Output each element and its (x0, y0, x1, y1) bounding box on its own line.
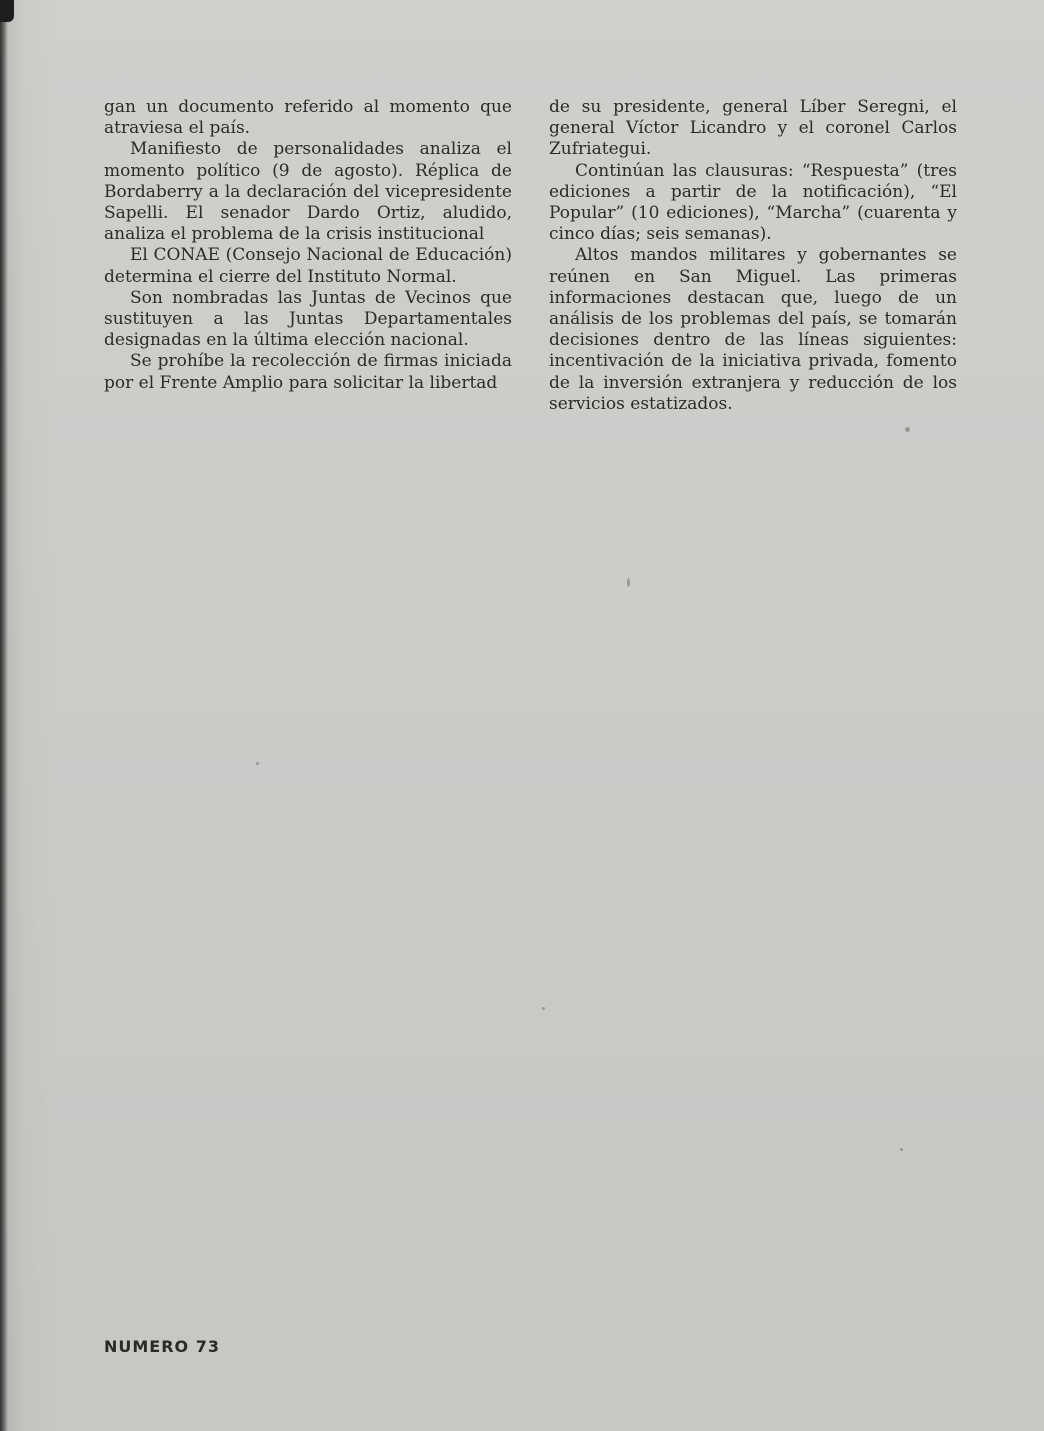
left-paragraph-3: El CONAE (Consejo Nacional de Educación) determina el cierre del Instituto Normal. (104, 245, 512, 287)
scan-speck (905, 427, 910, 432)
right-paragraph-2: Continúan las clausuras: “Respuesta” (tres ediciones a partir de la notificación), “El Popular” (10 ediciones), “Marcha” (cuarenta y cinco días; seis semanas). (549, 160, 957, 245)
scan-speck (900, 1148, 903, 1151)
scan-speck (256, 762, 259, 765)
corner-mark (0, 0, 14, 22)
binding-edge (0, 0, 8, 1431)
issue-number-label: NUMERO 73 (104, 1337, 220, 1356)
left-paragraph-1: gan un documento referido al momento que atraviesa el país. (104, 97, 512, 139)
right-text-column (549, 97, 957, 415)
left-paragraph-5: Se prohíbe la recolección de firmas iniciada por el Frente Amplio para solicitar la libertad (104, 351, 512, 393)
scan-speck (627, 578, 630, 587)
left-paragraph-2: Manifiesto de personalidades analiza el momento político (9 de agosto). Réplica de Bordaberry a la declaración del vicepresidente Sapelli. El senador Dardo Ortiz, aludido, analiza el problema de la crisis institucional (104, 139, 512, 245)
right-paragraph-1: de su presidente, general Líber Seregni, el general Víctor Licandro y el coronel Carlos Zufriategui. (549, 97, 957, 160)
right-paragraph-3: Altos mandos militares y gobernantes se reúnen en San Miguel. Las primeras informaciones destacan que, luego de un análisis de los problemas del país, se tomarán decisiones dentro de las líneas siguientes: incentivación de la iniciativa privada, fomento de la inversión extranjera y reducción de los servicios estatizados. (549, 245, 957, 414)
left-text-column (104, 97, 512, 394)
left-paragraph-4: Son nombradas las Juntas de Vecinos que sustituyen a las Juntas Departamentales designadas en la última elección nacional. (104, 287, 512, 351)
scan-speck (542, 1007, 545, 1010)
